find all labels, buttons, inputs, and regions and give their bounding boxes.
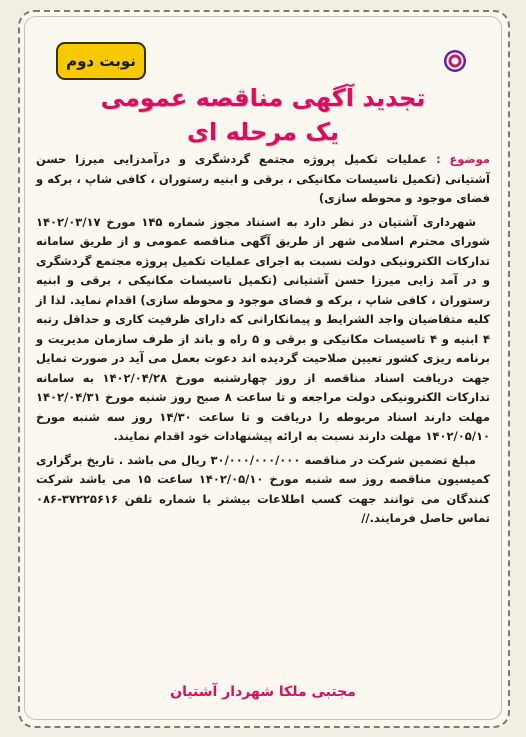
- subject-text: عملیات تکمیل پروژه مجتمع گردشگری و درآمدزایی میرزا حسن آشتیانی (تکمیل تاسیسات مکانیکی ، برقی و ابنیه رستوران ، کافی شاپ ، برکه و فضای موجود و محوطه سازی): [36, 152, 490, 205]
- notice-title: تجدید آگهی مناقصه عمومی: [100, 84, 426, 112]
- main-paragraph: شهرداری آشتیان در نظر دارد به استناد مجوز شماره ۱۴۵ مورخ ۱۴۰۲/۰۳/۱۷ شورای محترم اسلامی شهر از طریق آگهی مناقصه عمومی و از طریق سامانه تدارکات الکترونیکی دولت نسبت به اجرای عملیات تکمیل پروژه مجتمع گردشگری و در آمد زایی میرزا حسن آشتیانی (تکمیل تاسیسات مکانیکی ، برقی و ابنیه رستوران ، کافی شاپ ، برکه و فضای موجود و محوطه سازی) اقدام نماید. لذا از کلیه متقاضیان واجد الشرایط و پیمانکارانی که دارای ظرفیت کاری و حداقل رتبه ۴ ابنیه و ۴ تاسیسات مکانیکی و برقی و ۵ راه و باند از طرف سازمان مدیریت و برنامه ریزی کشور تعیین صلاحیت گردیده اند دعوت بعمل می آید در صورت تمایل جهت دریافت اسناد مناقصه از روز چهارشنبه مورخ ۱۴۰۲/۰۴/۲۸ به سامانه تدارکات الکترونیکی دولت مراجعه و تا ساعت ۸ صبح روز شنبه مورخ ۱۴۰۲/۰۴/۳۱ مهلت دارند اسناد مربوطه را دریافت و تا ساعت ۱۴/۳۰ روز سه شنبه مورخ ۱۴۰۲/۰۵/۱۰ مهلت دارند نسبت به ارائه پیشنهادات خود اقدام نمایند.: [36, 214, 490, 443]
- notice-subtitle: یک مرحله ای: [187, 118, 339, 146]
- subject-label: موضوع :: [436, 152, 490, 166]
- subject-paragraph: [36, 150, 490, 209]
- round-badge: نوبت دوم: [56, 42, 146, 80]
- guarantee-paragraph: مبلغ تضمین شرکت در مناقصه ۳۰/۰۰۰/۰۰۰/۰۰۰ ریال می باشد . تاریخ برگزاری کمیسیون مناقصه روز سه شنبه مورخ ۱۴۰۲/۰۵/۱۰ ساعت ۱۵ می باشد شرکت کنندگان می توانند جهت کسب اطلاعات بیشتر با شماره تلفن ۳۷۲۲۵۶۱۶-۰۸۶ تماس حاصل فرمایند.//: [36, 452, 490, 525]
- signature: مجتبی ملکا شهردار آشتیان: [170, 684, 356, 700]
- municipality-logo-icon: [444, 50, 466, 72]
- notice-body: [36, 150, 490, 533]
